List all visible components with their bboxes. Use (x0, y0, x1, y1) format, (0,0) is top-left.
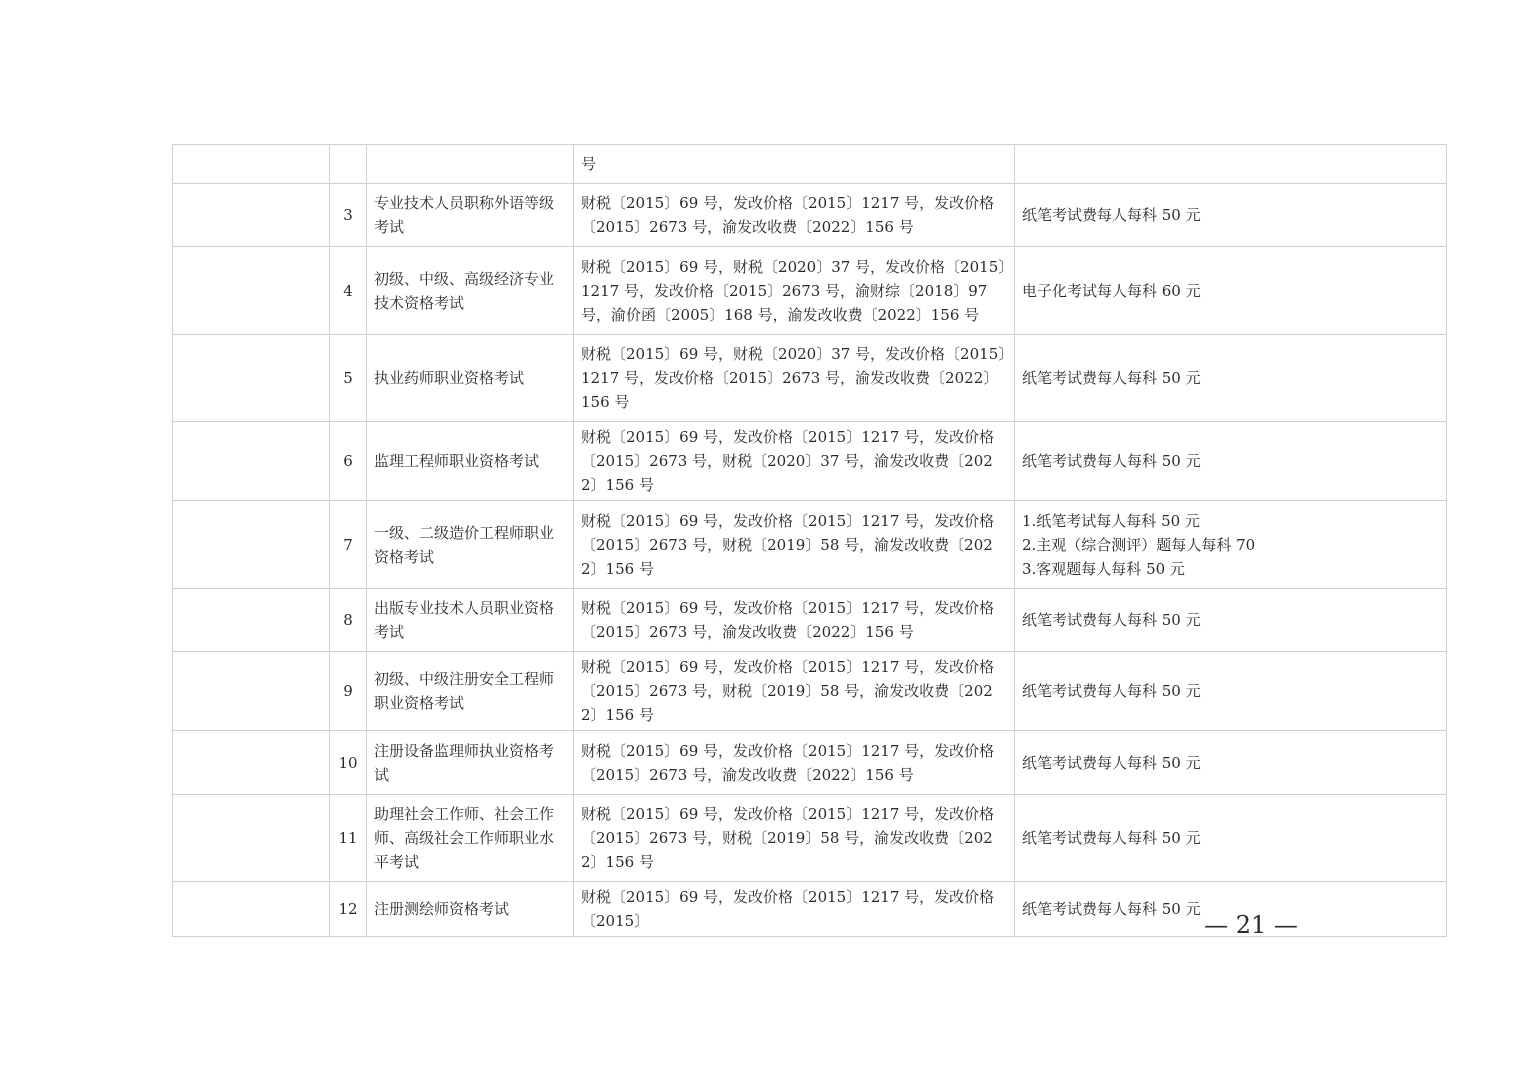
policy-basis-cell: 号 (574, 145, 1015, 184)
exam-name-cell: 专业技术人员职称外语等级考试 (367, 184, 574, 247)
category-cell (173, 652, 330, 731)
fee-line: 纸笔考试费每人每科 50 元 (1022, 900, 1201, 918)
item-number-cell: 4 (330, 247, 367, 335)
fee-line: 2.主观（综合测评）题每人每科 70 (1022, 535, 1256, 554)
item-number-cell: 5 (330, 335, 367, 422)
fee-standard-cell (1015, 422, 1447, 501)
policy-basis-cell: 财税〔2015〕69 号，发改价格〔2015〕1217 号，发改价格〔2015〕2673 号，渝发改收费〔2022〕156 号 (574, 184, 1015, 247)
item-number-cell: 12 (330, 882, 367, 937)
item-number-cell: 3 (330, 184, 367, 247)
item-number-cell: 8 (330, 589, 367, 652)
category-cell (173, 731, 330, 795)
policy-basis-cell: 财税〔2015〕69 号，发改价格〔2015〕1217 号，发改价格〔2015〕2673 号，渝发改收费〔2022〕156 号 (574, 589, 1015, 652)
table-row (173, 501, 1447, 589)
policy-basis-cell: 财税〔2015〕69 号，财税〔2020〕37 号，发改价格〔2015〕1217 号，发改价格〔2015〕2673 号，渝发改收费〔2022〕156 号 (574, 335, 1015, 422)
category-cell (173, 184, 330, 247)
category-cell (173, 501, 330, 589)
exam-name-cell: 助理社会工作师、社会工作师、高级社会工作师职业水平考试 (367, 795, 574, 882)
fee-table-body (173, 145, 1447, 937)
category-cell (173, 335, 330, 422)
category-cell (173, 795, 330, 882)
policy-basis-cell: 财税〔2015〕69 号，发改价格〔2015〕1217 号，发改价格〔2015〕2673 号，财税〔2019〕58 号，渝发改收费〔2022〕156 号 (574, 795, 1015, 882)
policy-basis-cell: 财税〔2015〕69 号，发改价格〔2015〕1217 号，发改价格〔2015〕2673 号，财税〔2020〕37 号，渝发改收费〔2022〕156 号 (574, 422, 1015, 501)
fee-standard-cell (1015, 335, 1447, 422)
fee-standard-cell (1015, 589, 1447, 652)
fee-line: 纸笔考试费每人每科 50 元 (1022, 682, 1201, 700)
exam-name-cell: 执业药师职业资格考试 (367, 335, 574, 422)
fee-line: 电子化考试每人每科 60 元 (1022, 281, 1201, 300)
table-row (173, 247, 1447, 335)
table-row (173, 335, 1447, 422)
table-row (173, 731, 1447, 795)
policy-basis-cell: 财税〔2015〕69 号，发改价格〔2015〕1217 号，发改价格〔2015〕2673 号，财税〔2019〕58 号，渝发改收费〔2022〕156 号 (574, 501, 1015, 589)
fee-line: 纸笔考试费每人每科 50 元 (1022, 206, 1201, 224)
category-cell (173, 589, 330, 652)
table-row (173, 184, 1447, 247)
category-cell (173, 882, 330, 937)
fee-line: 纸笔考试费每人每科 50 元 (1022, 753, 1201, 772)
fee-line: 1.纸笔考试每人每科 50 元 (1022, 511, 1200, 530)
exam-name-cell: 注册设备监理师执业资格考试 (367, 731, 574, 795)
fee-standard-cell (1015, 247, 1447, 335)
fee-standard-cell (1015, 731, 1447, 795)
exam-name-cell: 一级、二级造价工程师职业资格考试 (367, 501, 574, 589)
exam-name-cell: 注册测绘师资格考试 (367, 882, 574, 937)
table-row (173, 652, 1447, 731)
exam-name-cell: 初级、中级注册安全工程师职业资格考试 (367, 652, 574, 731)
table-row (173, 145, 1447, 184)
policy-basis-cell: 财税〔2015〕69 号，发改价格〔2015〕1217 号，发改价格〔2015〕2673 号，财税〔2019〕58 号，渝发改收费〔2022〕156 号 (574, 652, 1015, 731)
exam-name-cell (367, 145, 574, 184)
table-row (173, 589, 1447, 652)
category-cell (173, 145, 330, 184)
policy-basis-cell: 财税〔2015〕69 号，发改价格〔2015〕1217 号，发改价格〔2015〕 (574, 882, 1015, 937)
fee-line: 纸笔考试费每人每科 50 元 (1022, 829, 1201, 847)
item-number-cell: 9 (330, 652, 367, 731)
fee-line: 纸笔考试费每人每科 50 元 (1022, 611, 1201, 629)
fee-line: 3.客观题每人每科 50 元 (1022, 559, 1185, 578)
item-number-cell: 7 (330, 501, 367, 589)
fee-standard-cell (1015, 184, 1447, 247)
item-number-cell: 6 (330, 422, 367, 501)
item-number-cell: 11 (330, 795, 367, 882)
exam-name-cell: 出版专业技术人员职业资格考试 (367, 589, 574, 652)
exam-name-cell: 初级、中级、高级经济专业技术资格考试 (367, 247, 574, 335)
page-number: — 21 — (1204, 911, 1298, 939)
table-row (173, 795, 1447, 882)
fee-standard-cell (1015, 145, 1447, 184)
policy-basis-cell: 财税〔2015〕69 号，发改价格〔2015〕1217 号，发改价格〔2015〕2673 号，渝发改收费〔2022〕156 号 (574, 731, 1015, 795)
item-number-cell: 10 (330, 731, 367, 795)
category-cell (173, 247, 330, 335)
fee-standard-cell (1015, 501, 1447, 589)
table-row (173, 422, 1447, 501)
category-cell (173, 422, 330, 501)
fee-standard-cell (1015, 795, 1447, 882)
fee-line: 纸笔考试费每人每科 50 元 (1022, 452, 1201, 470)
fee-standard-cell (1015, 652, 1447, 731)
fee-table (172, 144, 1447, 937)
fee-line: 纸笔考试费每人每科 50 元 (1022, 369, 1201, 387)
policy-basis-cell: 财税〔2015〕69 号，财税〔2020〕37 号，发改价格〔2015〕1217 号，发改价格〔2015〕2673 号，渝财综〔2018〕97 号，渝价函〔2005〕168 号，渝发改收费〔2022〕156 号 (574, 247, 1015, 335)
exam-name-cell: 监理工程师职业资格考试 (367, 422, 574, 501)
item-number-cell (330, 145, 367, 184)
